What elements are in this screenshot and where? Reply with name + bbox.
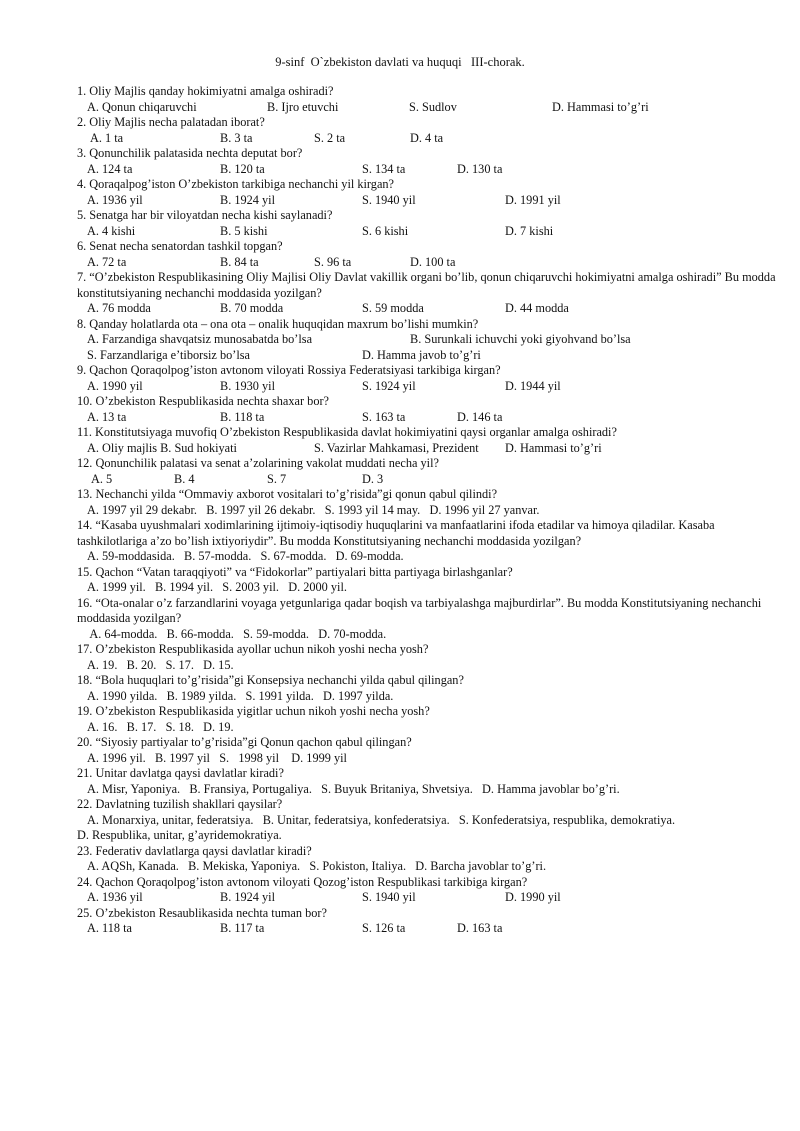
answer-b: B. 118 ta (220, 409, 265, 424)
answer-row: A. 59-moddasida. B. 57-modda. S. 67-modda. D. 69-modda. (87, 549, 404, 563)
answer-c: S. 2 ta (314, 130, 346, 145)
answer-a: A. 5 (91, 471, 113, 486)
answer-row (77, 472, 777, 488)
answer-row: A. 64-modda. B. 66-modda. S. 59-modda. D. 70-modda. (87, 626, 387, 641)
answer-b: B. 120 ta (220, 161, 265, 176)
answer-row: A. Misr, Yaponiya. B. Fransiya, Portugaliya. S. Buyuk Britaniya, Shvetsiya. D. Hamma javoblar bo’g’ri. (87, 781, 620, 796)
answer-a: A. Farzandiga shavqatsiz munosabatda bo’lsa (87, 332, 313, 346)
answer-d: D. 1944 yil (505, 378, 561, 393)
answer-b: B. 70 modda (220, 301, 284, 315)
answer-d: D. 44 modda (505, 301, 569, 315)
answer-row (77, 332, 777, 348)
answer-c: S. Farzandlariga e’tiborsiz bo’lsa (87, 347, 250, 362)
answer-row: A. Monarxiya, unitar, federatsiya. B. Unitar, federatsiya, konfederatsiya. S. Konfederatsiya, respublika, demokratiya. (87, 812, 676, 827)
answer-row: A. 1997 yil 29 dekabr. B. 1997 yil 26 dekabr. S. 1993 yil 14 may. D. 1996 yil 27 yanvar. (87, 502, 540, 517)
question-text: 12. Qonunchilik palatasi va senat a’zolarining vakolat muddati necha yil? (77, 456, 439, 470)
answer-row (77, 410, 777, 426)
question-text: 7. “O’zbekiston Respublikasining Oliy Majlisi Oliy Davlat vakillik organi bo’lib, qonun chiqaruvchi hokimiyatni amalga oshiradi” Bu modda konstitutsiyaning nechanchi moddasida yozilgan? (77, 270, 776, 300)
question-text: 9. Qachon Qoraqolpog’iston avtonom viloyati Rossiya Federatsiyasi tarkibiga kirgan? (77, 363, 501, 377)
answer-row: A. 16. B. 17. S. 18. D. 19. (87, 719, 234, 734)
answer-c: S. 59 modda (362, 301, 424, 315)
question-text: 11. Konstitutsiyaga muvofiq O’zbekiston Respublikasida davlat hokimiyatini qaysi organlar amalga oshiradi? (77, 425, 617, 439)
answer-row (77, 301, 777, 317)
answer-a: A. 1 ta (90, 130, 124, 145)
answer-c: S. 126 ta (362, 921, 406, 935)
question-text: 6. Senat necha senatordan tashkil topgan? (77, 239, 283, 253)
question-text: 13. Nechanchi yilda “Ommaviy axborot vositalari to’g’risida”gi qonun qabul qilindi? (77, 487, 498, 501)
answer-a: A. 72 ta (87, 254, 127, 269)
answer-d: D. 100 ta (410, 254, 456, 269)
answer-c: S. 163 ta (362, 409, 406, 424)
answer-a: A. 124 ta (87, 161, 133, 176)
question-text: 8. Qanday holatlarda ota – ona ota – onalik huquqidan maxrum bo’lishi mumkin? (77, 316, 479, 331)
question-text: 2. Oliy Majlis necha palatadan iborat? (77, 115, 265, 129)
question-text: 18. “Bola huquqlari to’g’risida”gi Konsepsiya nechanchi yilda qabul qilingan? (77, 673, 464, 687)
answer-c: S. 96 ta (314, 254, 352, 269)
answer-row (77, 890, 777, 906)
answer-row: A. AQSh, Kanada. B. Mekiska, Yaponiya. S. Pokiston, Italiya. D. Barcha javoblar to’g’ri. (87, 859, 547, 873)
answer-c: S. 7 (267, 471, 287, 486)
answer-row: A. 19. B. 20. S. 17. D. 15. (87, 657, 234, 672)
answer-a: A. 1936 yil (87, 192, 143, 207)
answer-a: A. 118 ta (87, 921, 132, 935)
answer-d: D. 163 ta (457, 921, 503, 935)
answer-a: A. 76 modda (87, 301, 151, 315)
answer-row: A. 1996 yil. B. 1997 yil S. 1998 yil D. 1999 yil (87, 750, 347, 765)
answer-row (77, 193, 777, 209)
question-text: 16. “Ota-onalar o’z farzandlarini voyaga yetgunlariga qadar boqish va tarbiyalashga majburdirlar”. Bu modda Konstitutsiyaning nechanchi moddasida yozilgan? (77, 595, 762, 625)
answer-row: A. 1999 yil. B. 1994 yil. S. 2003 yil. D. 2000 yil. (87, 580, 347, 594)
answer-ab: A. Oliy majlis B. Sud hokiyati (87, 440, 237, 455)
answer-row (77, 348, 777, 364)
answer-a: A. 13 ta (87, 409, 127, 424)
question-text: 5. Senatga har bir viloyatdan necha kishi saylanadi? (77, 208, 333, 222)
answer-row (77, 921, 777, 937)
answer-b: B. 3 ta (220, 130, 253, 145)
answer-b: B. Surunkali ichuvchi yoki giyohvand bo’lsa (410, 332, 631, 346)
question-text: 20. “Siyosiy partiyalar to’g’risida”gi Qonun qachon qabul qilingan? (77, 735, 412, 749)
question-text: 25. O’zbekiston Resaublikasida nechta tuman bor? (77, 905, 327, 920)
answer-b: B. 5 kishi (220, 223, 268, 238)
answer-d: D. Hamma javob to’g’ri (362, 347, 481, 362)
question-text: 22. Davlatning tuzilish shakllari qaysilar? (77, 797, 283, 811)
answer-d: D. 146 ta (457, 409, 503, 424)
answer-d: D. 7 kishi (505, 223, 554, 238)
answer-c: S. 6 kishi (362, 223, 409, 238)
answer-d: D. Hammasi to’g’ri (505, 440, 602, 455)
answer-d: D. 4 ta (410, 130, 444, 145)
answer-c: S. 1940 yil (362, 192, 416, 207)
answer-b: B. 1930 yil (220, 378, 275, 393)
question-text: 21. Unitar davlatga qaysi davlatlar kiradi? (77, 766, 284, 780)
answer-c: S. 134 ta (362, 161, 406, 176)
questions-list (77, 84, 777, 937)
answer-b: B. Ijro etuvchi (267, 99, 339, 114)
answer-a: A. 4 kishi (87, 223, 136, 238)
answer-a: A. Qonun chiqaruvchi (87, 99, 197, 114)
answer-row (77, 162, 777, 178)
answer-d: D. 3 (362, 471, 384, 486)
answer-c: S. 1940 yil (362, 890, 416, 904)
answer-row (77, 131, 777, 147)
answer-row (77, 224, 777, 240)
answer-c: S. Vazirlar Mahkamasi, Prezident (314, 440, 479, 455)
answer-d: D. 1990 yil (505, 890, 561, 904)
answer-b: B. 1924 yil (220, 890, 275, 904)
answer-d: D. Hammasi to’g’ri (552, 99, 649, 114)
answer-row (77, 100, 777, 116)
answer-row-continued: D. Respublika, unitar, g’ayridemokratiya. (77, 828, 282, 842)
answer-b: B. 4 (174, 471, 195, 486)
answer-c: S. 1924 yil (362, 378, 416, 393)
question-text: 19. O’zbekiston Respublikasida yigitlar uchun nikoh yoshi necha yosh? (77, 704, 430, 718)
answer-c: S. Sudlov (409, 99, 457, 114)
question-text: 3. Qonunchilik palatasida nechta deputat bor? (77, 146, 303, 160)
answer-row: A. 1990 yilda. B. 1989 yilda. S. 1991 yilda. D. 1997 yilda. (87, 688, 394, 703)
question-text: 10. O’zbekiston Respublikasida nechta shaxar bor? (77, 394, 330, 408)
answer-a: A. 1936 yil (87, 890, 143, 904)
question-text: 24. Qachon Qoraqolpog’iston avtonom viloyati Qozog’iston Respublikasi tarkibiga kirgan? (77, 874, 528, 889)
question-text: 4. Qoraqalpog’iston O’zbekiston tarkibiga nechanchi yil kirgan? (77, 177, 395, 191)
question-text: 15. Qachon “Vatan taraqqiyoti” va “Fidokorlar” partiyalari bitta partiyaga birlashganlar? (77, 564, 513, 579)
question-text: 17. O’zbekiston Respublikasida ayollar uchun nikoh yoshi necha yosh? (77, 642, 429, 656)
answer-row (77, 441, 777, 457)
answer-a: A. 1990 yil (87, 378, 143, 393)
question-text: 23. Federativ davlatlarga qaysi davlatlar kiradi? (77, 843, 312, 858)
answer-row (77, 379, 777, 395)
answer-d: D. 1991 yil (505, 192, 561, 207)
answer-b: B. 117 ta (220, 921, 265, 935)
answer-b: B. 1924 yil (220, 192, 275, 207)
answer-row (77, 255, 777, 271)
question-text: 14. “Kasaba uyushmalari xodimlarining ijtimoiy-iqtisodiy huquqlarini va manfaatlarini ifoda etadilar va himoya qiladilar. Kasaba tashkilotlariga a’zo bo’lish ixtiyoriydir”. Bu modda Konstitutsiyaning nechanchi moddasida yozilgan? (77, 518, 715, 548)
question-text: 1. Oliy Majlis qanday hokimiyatni amalga oshiradi? (77, 84, 334, 98)
answer-b: B. 84 ta (220, 254, 259, 269)
answer-d: D. 130 ta (457, 161, 503, 176)
page-title: 9-sinf O`zbekiston davlati va huquqi III-chorak. (275, 55, 525, 69)
